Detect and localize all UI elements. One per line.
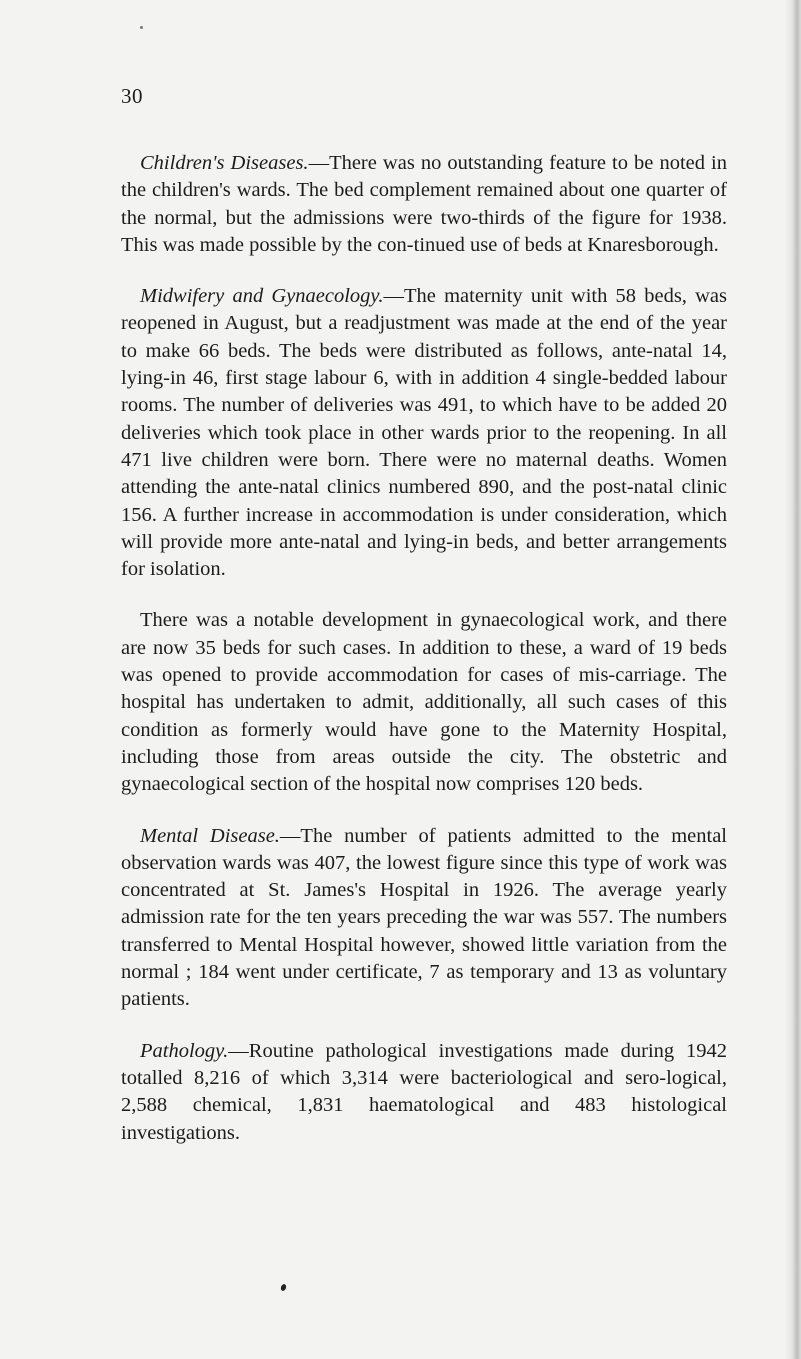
paragraph-midwifery	[121, 283, 727, 583]
paragraph-text: —The number of patients admitted to the mental observation wards was 407, the lowest figure since this type of work was concentrated at St. James's Hospital in 1926. The average yearly admission rate for the ten years preceding the war was 557. The numbers transferred to Mental Hospital however, showed little variation from the normal ; 184 went under certificate, 7 as temporary and 13 as voluntary patients.	[121, 824, 727, 1011]
print-speck	[140, 26, 143, 29]
section-heading: Pathology.	[140, 1039, 229, 1062]
paragraph-text: —Routine pathological investigations made during 1942 totalled 8,216 of which 3,314 were bacteriological and sero-logical, 2,588 chemical, 1,831 haematological and 483 histological investigations.	[121, 1039, 727, 1144]
section-heading: Children's Diseases.	[140, 152, 309, 174]
ink-mark	[280, 1283, 287, 1291]
paragraph-childrens-diseases	[121, 150, 727, 259]
body-text	[121, 150, 727, 1171]
paragraph-text: —The maternity unit with 58 beds, was reopened in August, but a readjustment was made at the end of the year to make 66 beds. The beds were distributed as follows, ante-natal 14, lying-in 46, first stage labour 6, with in addition 4 single-bedded labour rooms. The number of deliveries was 491, to which have to be added 20 deliveries which took place in other wards prior to the reopening. In all 471 live children were born. There were no maternal deaths. Women attending the ante-natal clinics numbered 890, and the post-natal clinic 156. A further increase in accommodation is under consideration, which will provide more ante-natal and lying-in beds, and better arrangements for isolation.	[121, 285, 727, 581]
page-number: 30	[121, 84, 143, 108]
paragraph-text: —There was no outstanding feature to be noted in the children's wards. The bed complement remained about one quarter of the normal, but the admissions were two-thirds of the figure for 1938. This was made possible by the con-tinued use of beds at Knaresborough.	[121, 152, 728, 256]
paragraph-mental-disease	[121, 823, 727, 1014]
paragraph-gynaecological-work	[121, 607, 727, 798]
page-edge-shadow	[785, 0, 801, 1359]
section-heading: Mental Disease.	[140, 824, 280, 847]
section-heading: Midwifery and Gynaecology.	[140, 285, 384, 308]
paragraph-pathology	[121, 1038, 727, 1147]
paragraph-text: There was a notable development in gynaecological work, and there are now 35 beds for such cases. In addition to these, a ward of 19 beds was opened to provide accommodation for cases of mis-carriage. The hospital has undertaken to admit, additionally, all such cases of this condition as formerly would have gone to the Maternity Hospital, including those from areas outside the city. The obstetric and gynaecological section of the hospital now comprises 120 beds.	[121, 609, 727, 796]
